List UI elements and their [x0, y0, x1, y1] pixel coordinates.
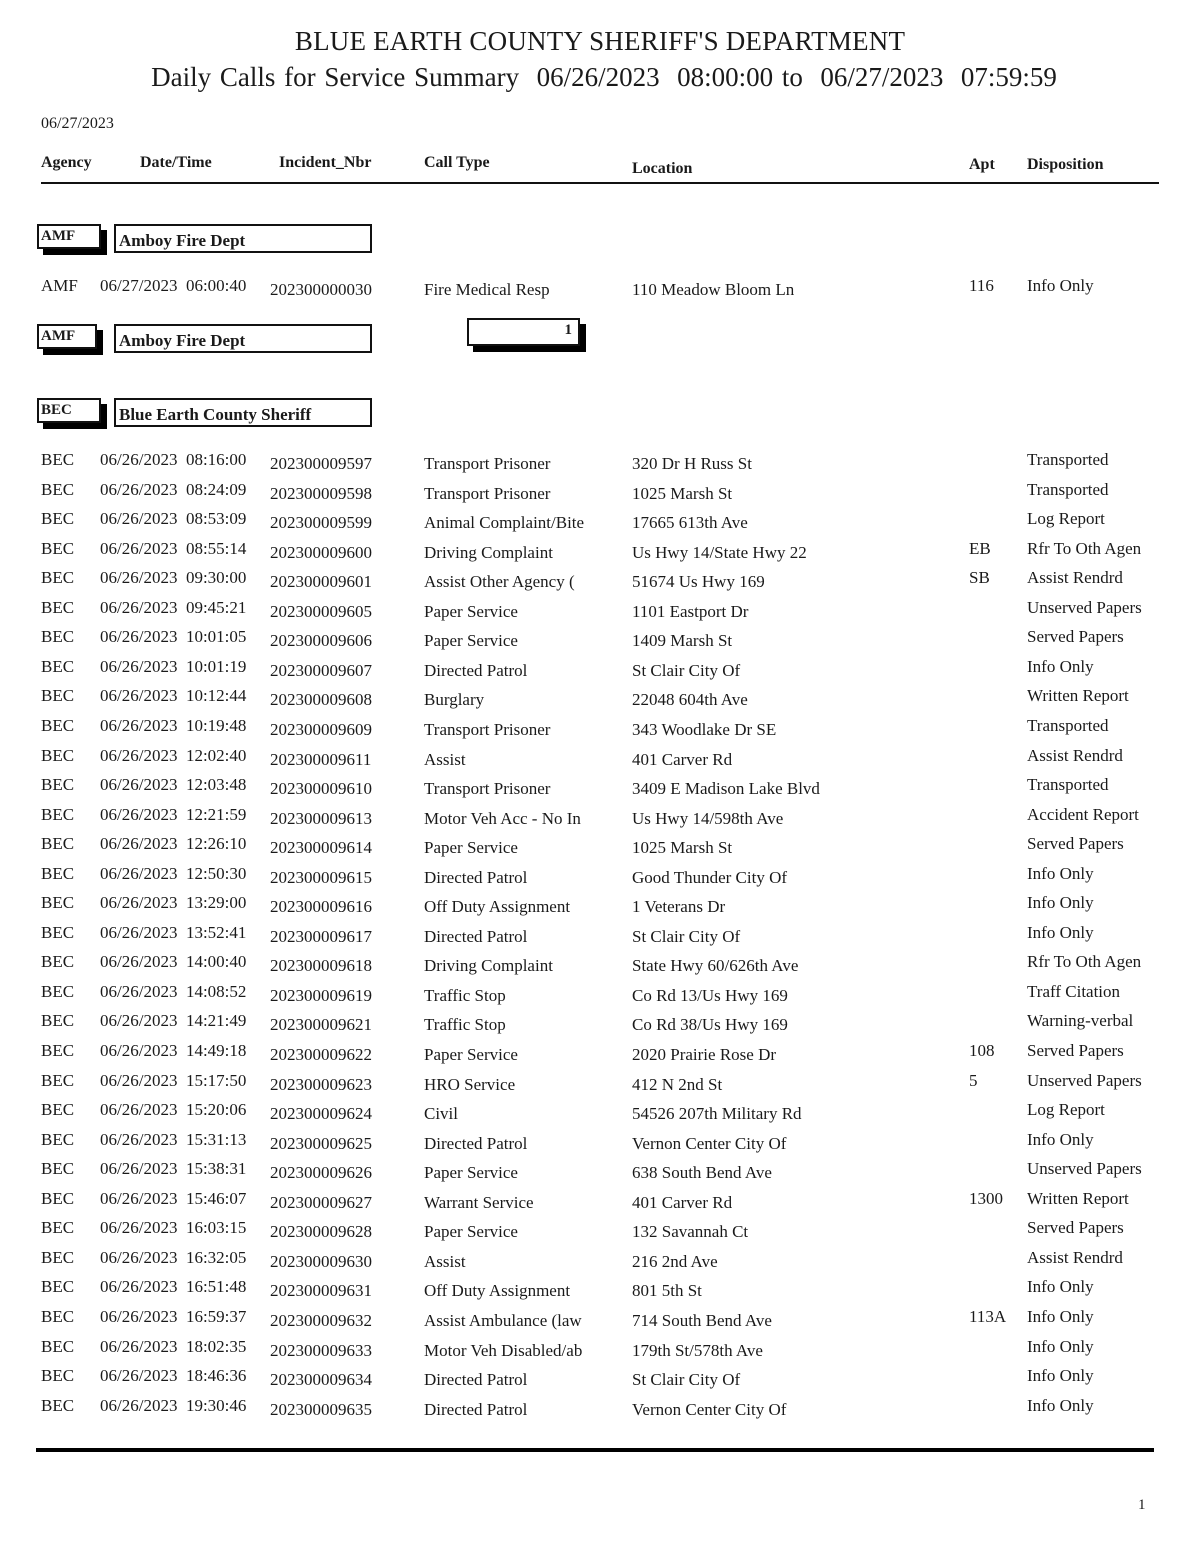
agency-cell: BEC: [41, 804, 75, 824]
incident-number-cell: 202300009600: [270, 542, 372, 562]
incident-number-cell: 202300009599: [270, 513, 372, 533]
table-row: [0, 509, 1200, 537]
table-row: [0, 834, 1200, 862]
table-row: [0, 1189, 1200, 1217]
disposition-cell: Info Only: [1027, 1366, 1094, 1386]
location-cell: Vernon Center City Of: [632, 1133, 787, 1153]
disposition-cell: Written Report: [1027, 1188, 1129, 1208]
location-cell: Us Hwy 14/598th Ave: [632, 808, 784, 828]
datetime-cell: 06/26/2023 15:17:50: [100, 1070, 247, 1090]
disposition-cell: Assist Rendrd: [1027, 1247, 1123, 1267]
incident-number-cell: 202300009617: [270, 926, 372, 946]
datetime-cell: 06/26/2023 15:31:13: [100, 1129, 247, 1149]
location-cell: 714 South Bend Ave: [632, 1310, 772, 1330]
apt-cell: EB: [969, 538, 991, 558]
column-header-agency: Agency: [41, 154, 92, 171]
disposition-cell: Info Only: [1027, 1129, 1094, 1149]
call-type-cell: Assist: [424, 1251, 466, 1271]
location-cell: Vernon Center City Of: [632, 1399, 787, 1419]
call-type-cell: Directed Patrol: [424, 867, 528, 887]
report-subtitle: Daily Calls for Service Summary 06/26/2023 08:00:00 to 06/27/2023 07:59:59: [151, 62, 1057, 92]
datetime-cell: 06/26/2023 16:03:15: [100, 1218, 247, 1238]
datetime-cell: 06/26/2023 19:30:46: [100, 1395, 247, 1415]
call-type-cell: Paper Service: [424, 631, 518, 651]
location-cell: 1025 Marsh St: [632, 838, 733, 858]
datetime-cell: 06/26/2023 18:02:35: [100, 1336, 247, 1356]
datetime-cell: 06/26/2023 12:50:30: [100, 863, 247, 883]
disposition-cell: Info Only: [1027, 1395, 1094, 1415]
datetime-cell: 06/26/2023 08:53:09: [100, 509, 247, 529]
incident-number-cell: 202300009613: [270, 808, 372, 828]
call-type-cell: Transport Prisoner: [424, 719, 551, 739]
table-row: [0, 1041, 1200, 1069]
incident-number-cell: 202300009633: [270, 1340, 372, 1360]
disposition-cell: Rfr To Oth Agen: [1027, 538, 1142, 558]
table-row: [0, 1159, 1200, 1187]
table-row: [0, 1337, 1200, 1365]
agency-cell: BEC: [41, 981, 75, 1001]
table-row: [0, 1277, 1200, 1305]
call-type-cell: Transport Prisoner: [424, 779, 551, 799]
disposition-cell: Accident Report: [1027, 804, 1139, 824]
incident-number-cell: 202300009614: [270, 838, 372, 858]
table-row: [0, 1218, 1200, 1246]
agency-cell: BEC: [41, 922, 75, 942]
incident-number-cell: 202300009606: [270, 631, 372, 651]
incident-number-cell: 202300009630: [270, 1251, 372, 1271]
datetime-cell: 06/26/2023 13:29:00: [100, 893, 247, 913]
location-cell: 110 Meadow Bloom Ln: [632, 280, 795, 299]
datetime-cell: 06/26/2023 10:01:19: [100, 656, 247, 676]
agency-cell: BEC: [41, 509, 75, 529]
agency-code-box: AMF: [37, 324, 97, 349]
table-row: [0, 1011, 1200, 1039]
datetime-cell: 06/26/2023 10:19:48: [100, 715, 247, 735]
table-row: [0, 539, 1200, 567]
incident-number-cell: 202300009624: [270, 1104, 372, 1124]
table-row: [0, 1248, 1200, 1276]
call-type-cell: Motor Veh Acc - No In: [424, 808, 581, 828]
location-cell: Us Hwy 14/State Hwy 22: [632, 542, 807, 562]
table-row: [0, 952, 1200, 980]
datetime-cell: 06/26/2023 08:24:09: [100, 479, 247, 499]
agency-cell: BEC: [41, 1159, 75, 1179]
agency-cell: BEC: [41, 745, 75, 765]
agency-cell: BEC: [41, 627, 75, 647]
incident-number-cell: 202300009609: [270, 719, 372, 739]
call-type-cell: Burglary: [424, 690, 485, 710]
datetime-cell: 06/26/2023 09:45:21: [100, 597, 247, 617]
call-type-cell: Assist Ambulance (law: [424, 1310, 582, 1330]
incident-number-cell: 202300009625: [270, 1133, 372, 1153]
table-row: [0, 1130, 1200, 1158]
agency-cell: BEC: [41, 834, 75, 854]
agency-cell: BEC: [41, 1041, 75, 1060]
call-type-cell: Driving Complaint: [424, 956, 553, 976]
agency-cell: BEC: [41, 1011, 75, 1031]
disposition-cell: Served Papers: [1027, 834, 1124, 854]
incident-number-cell: 202300009623: [270, 1074, 372, 1094]
call-type-cell: Directed Patrol: [424, 1399, 528, 1419]
table-row: [0, 864, 1200, 892]
table-row: [0, 568, 1200, 596]
datetime-cell: 06/26/2023 15:20:06: [100, 1100, 247, 1120]
incident-number-cell: 202300009611: [270, 749, 372, 769]
apt-cell: 1300: [969, 1188, 1003, 1208]
location-cell: 54526 207th Military Rd: [632, 1104, 802, 1124]
agency-cell: BEC: [41, 775, 75, 795]
datetime-cell: 06/27/2023 06:00:40: [100, 276, 247, 295]
call-type-cell: Assist: [424, 749, 466, 769]
column-header-call-type: Call Type: [424, 154, 490, 171]
datetime-cell: 06/26/2023 12:26:10: [100, 834, 247, 854]
disposition-cell: Log Report: [1027, 1100, 1105, 1120]
incident-number-cell: 202300009601: [270, 572, 372, 592]
disposition-cell: Info Only: [1027, 922, 1094, 942]
location-cell: 22048 604th Ave: [632, 690, 748, 710]
table-row: [0, 716, 1200, 744]
datetime-cell: 06/26/2023 09:30:00: [100, 568, 247, 588]
disposition-cell: Unserved Papers: [1027, 1159, 1142, 1179]
call-type-cell: Driving Complaint: [424, 542, 553, 562]
location-cell: 51674 Us Hwy 169: [632, 572, 765, 592]
agency-cell: BEC: [41, 538, 75, 558]
agency-cell: BEC: [41, 1306, 75, 1326]
call-type-cell: Off Duty Assignment: [424, 897, 571, 917]
column-header-apt: Apt: [969, 156, 995, 173]
call-type-cell: Animal Complaint/Bite: [424, 513, 585, 533]
location-cell: 1025 Marsh St: [632, 483, 733, 503]
datetime-cell: 06/26/2023 18:46:36: [100, 1366, 247, 1386]
agency-cell: BEC: [41, 1070, 75, 1090]
incident-number-cell: 202300009631: [270, 1281, 372, 1301]
call-type-cell: Directed Patrol: [424, 1133, 528, 1153]
page-number: 1: [1138, 1497, 1146, 1513]
column-header-datetime: Date/Time: [140, 154, 212, 171]
agency-code-box: BEC: [37, 398, 101, 423]
call-type-cell: Paper Service: [424, 1045, 518, 1064]
print-date: 06/27/2023: [41, 115, 114, 132]
disposition-cell: Written Report: [1027, 686, 1129, 706]
table-row: [0, 1366, 1200, 1394]
incident-number-cell: 202300009598: [270, 483, 372, 503]
call-type-cell: HRO Service: [424, 1074, 516, 1094]
column-header-incident: Incident_Nbr: [279, 154, 372, 171]
disposition-cell: Traff Citation: [1027, 981, 1121, 1001]
apt-cell: 116: [969, 276, 994, 295]
disposition-cell: Served Papers: [1027, 1218, 1124, 1238]
agency-name-box: Blue Earth County Sheriff: [114, 398, 372, 427]
datetime-cell: 06/26/2023 08:55:14: [100, 538, 247, 558]
agency-cell: BEC: [41, 1366, 75, 1386]
datetime-cell: 06/26/2023 15:46:07: [100, 1188, 247, 1208]
location-cell: 1101 Eastport Dr: [632, 601, 749, 621]
call-type-cell: Directed Patrol: [424, 660, 528, 680]
datetime-cell: 06/26/2023 12:03:48: [100, 775, 247, 795]
incident-number-cell: 202300009607: [270, 660, 372, 680]
call-type-cell: Directed Patrol: [424, 1370, 528, 1390]
disposition-cell: Assist Rendrd: [1027, 745, 1123, 765]
disposition-cell: Info Only: [1027, 276, 1094, 295]
agency-cell: BEC: [41, 893, 75, 913]
datetime-cell: 06/26/2023 16:32:05: [100, 1247, 247, 1267]
agency-cell: BEC: [41, 568, 75, 588]
datetime-cell: 06/26/2023 16:59:37: [100, 1306, 247, 1326]
location-cell: St Clair City Of: [632, 660, 741, 680]
call-type-cell: Civil: [424, 1104, 459, 1124]
table-row: [0, 276, 1200, 304]
apt-cell: SB: [969, 568, 990, 588]
table-row: [0, 982, 1200, 1010]
agency-cell: BEC: [41, 1247, 75, 1267]
call-type-cell: Traffic Stop: [424, 985, 506, 1005]
apt-cell: 5: [969, 1070, 978, 1090]
agency-cell: BEC: [41, 1277, 75, 1297]
call-type-cell: Paper Service: [424, 1163, 518, 1183]
table-row: [0, 480, 1200, 508]
group-count-box: 1: [467, 318, 580, 346]
call-type-cell: Motor Veh Disabled/ab: [424, 1340, 583, 1360]
call-type-cell: Paper Service: [424, 838, 518, 858]
call-type-cell: Paper Service: [424, 1222, 518, 1242]
agency-cell: BEC: [41, 1395, 75, 1415]
datetime-cell: 06/26/2023 14:49:18: [100, 1041, 247, 1060]
call-type-cell: Warrant Service: [424, 1192, 534, 1212]
location-cell: St Clair City Of: [632, 1370, 741, 1390]
table-row: [0, 1071, 1200, 1099]
datetime-cell: 06/26/2023 10:01:05: [100, 627, 247, 647]
report-title: BLUE EARTH COUNTY SHERIFF'S DEPARTMENT: [294, 26, 906, 56]
agency-name-box: Amboy Fire Dept: [114, 324, 372, 353]
location-cell: St Clair City Of: [632, 926, 741, 946]
location-cell: 320 Dr H Russ St: [632, 454, 752, 473]
location-cell: 412 N 2nd St: [632, 1074, 723, 1094]
agency-code-box: AMF: [37, 224, 101, 249]
disposition-cell: Log Report: [1027, 509, 1105, 529]
datetime-cell: 06/26/2023 16:51:48: [100, 1277, 247, 1297]
table-row: [0, 1307, 1200, 1335]
agency-cell: BEC: [41, 450, 75, 469]
table-row: [0, 893, 1200, 921]
apt-cell: 108: [969, 1041, 995, 1060]
location-cell: Co Rd 38/Us Hwy 169: [632, 1015, 788, 1035]
disposition-cell: Info Only: [1027, 893, 1094, 913]
incident-number-cell: 202300009635: [270, 1399, 372, 1419]
disposition-cell: Unserved Papers: [1027, 1070, 1142, 1090]
incident-number-cell: 202300000030: [270, 280, 372, 299]
location-cell: 1 Veterans Dr: [632, 897, 726, 917]
header-rule: [41, 182, 1159, 184]
agency-cell: BEC: [41, 715, 75, 735]
incident-number-cell: 202300009621: [270, 1015, 372, 1035]
agency-cell: BEC: [41, 656, 75, 676]
footer-rule: [36, 1448, 1154, 1452]
incident-number-cell: 202300009626: [270, 1163, 372, 1183]
call-type-cell: Directed Patrol: [424, 926, 528, 946]
disposition-cell: Served Papers: [1027, 627, 1124, 647]
disposition-cell: Transported: [1027, 715, 1109, 735]
location-cell: 17665 613th Ave: [632, 513, 748, 533]
call-type-cell: Paper Service: [424, 601, 518, 621]
disposition-cell: Info Only: [1027, 656, 1094, 676]
table-row: [0, 686, 1200, 714]
agency-cell: BEC: [41, 686, 75, 706]
table-row: [0, 657, 1200, 685]
call-type-cell: Transport Prisoner: [424, 454, 551, 473]
incident-number-cell: 202300009615: [270, 867, 372, 887]
datetime-cell: 06/26/2023 10:12:44: [100, 686, 247, 706]
agency-cell: BEC: [41, 1188, 75, 1208]
incident-number-cell: 202300009618: [270, 956, 372, 976]
location-cell: Good Thunder City Of: [632, 867, 788, 887]
apt-cell: 113A: [969, 1306, 1007, 1326]
location-cell: 401 Carver Rd: [632, 1192, 733, 1212]
datetime-cell: 06/26/2023 13:52:41: [100, 922, 247, 942]
call-type-cell: Assist Other Agency (: [424, 572, 575, 592]
agency-name-box: Amboy Fire Dept: [114, 224, 372, 253]
disposition-cell: Transported: [1027, 479, 1109, 499]
location-cell: 2020 Prairie Rose Dr: [632, 1045, 777, 1064]
call-type-cell: Off Duty Assignment: [424, 1281, 571, 1301]
disposition-cell: Transported: [1027, 450, 1109, 469]
table-row: [0, 598, 1200, 626]
incident-number-cell: 202300009634: [270, 1370, 372, 1390]
table-row: [0, 1396, 1200, 1424]
call-type-cell: Fire Medical Resp: [424, 280, 550, 299]
location-cell: 1409 Marsh St: [632, 631, 733, 651]
agency-cell: BEC: [41, 1100, 75, 1120]
disposition-cell: Assist Rendrd: [1027, 568, 1123, 588]
disposition-cell: Info Only: [1027, 863, 1094, 883]
datetime-cell: 06/26/2023 12:21:59: [100, 804, 247, 824]
agency-cell: BEC: [41, 952, 75, 972]
datetime-cell: 06/26/2023 08:16:00: [100, 450, 247, 469]
agency-cell: BEC: [41, 1129, 75, 1149]
call-type-cell: Traffic Stop: [424, 1015, 506, 1035]
incident-number-cell: 202300009610: [270, 779, 372, 799]
table-row: [0, 923, 1200, 951]
location-cell: State Hwy 60/626th Ave: [632, 956, 799, 976]
agency-cell: BEC: [41, 1218, 75, 1238]
agency-cell: BEC: [41, 1336, 75, 1356]
location-cell: 801 5th St: [632, 1281, 702, 1301]
incident-number-cell: 202300009632: [270, 1310, 372, 1330]
incident-number-cell: 202300009605: [270, 601, 372, 621]
agency-cell: AMF: [41, 276, 78, 295]
location-cell: 638 South Bend Ave: [632, 1163, 772, 1183]
incident-number-cell: 202300009628: [270, 1222, 372, 1242]
location-cell: 401 Carver Rd: [632, 749, 733, 769]
incident-number-cell: 202300009616: [270, 897, 372, 917]
table-row: [0, 1100, 1200, 1128]
disposition-cell: Rfr To Oth Agen: [1027, 952, 1142, 972]
disposition-cell: Warning-verbal: [1027, 1011, 1134, 1031]
table-row: [0, 627, 1200, 655]
column-header-location: Location: [632, 160, 693, 177]
table-row: [0, 775, 1200, 803]
disposition-cell: Transported: [1027, 775, 1109, 795]
location-cell: 343 Woodlake Dr SE: [632, 719, 777, 739]
datetime-cell: 06/26/2023 14:21:49: [100, 1011, 247, 1031]
agency-cell: BEC: [41, 479, 75, 499]
location-cell: 179th St/578th Ave: [632, 1340, 763, 1360]
agency-cell: BEC: [41, 863, 75, 883]
disposition-cell: Unserved Papers: [1027, 597, 1142, 617]
datetime-cell: 06/26/2023 14:00:40: [100, 952, 247, 972]
disposition-cell: Info Only: [1027, 1277, 1094, 1297]
incident-number-cell: 202300009627: [270, 1192, 372, 1212]
incident-number-cell: 202300009597: [270, 454, 372, 473]
location-cell: Co Rd 13/Us Hwy 169: [632, 985, 788, 1005]
table-row: [0, 746, 1200, 774]
disposition-cell: Info Only: [1027, 1306, 1094, 1326]
incident-number-cell: 202300009608: [270, 690, 372, 710]
disposition-cell: Info Only: [1027, 1336, 1094, 1356]
table-row: [0, 805, 1200, 833]
table-row: [0, 450, 1200, 478]
datetime-cell: 06/26/2023 14:08:52: [100, 981, 247, 1001]
location-cell: 132 Savannah Ct: [632, 1222, 749, 1242]
location-cell: 3409 E Madison Lake Blvd: [632, 779, 820, 799]
datetime-cell: 06/26/2023 12:02:40: [100, 745, 247, 765]
datetime-cell: 06/26/2023 15:38:31: [100, 1159, 247, 1179]
incident-number-cell: 202300009619: [270, 985, 372, 1005]
call-type-cell: Transport Prisoner: [424, 483, 551, 503]
agency-cell: BEC: [41, 597, 75, 617]
column-header-disposition: Disposition: [1027, 156, 1104, 173]
disposition-cell: Served Papers: [1027, 1041, 1124, 1060]
incident-number-cell: 202300009622: [270, 1045, 372, 1064]
location-cell: 216 2nd Ave: [632, 1251, 718, 1271]
